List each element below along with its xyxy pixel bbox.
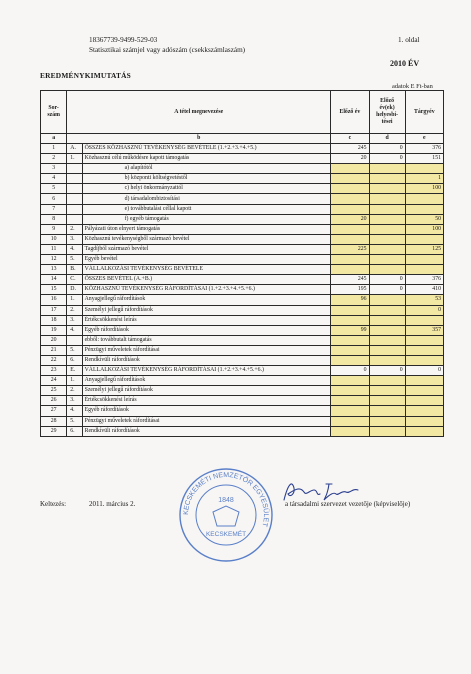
- row-prev-year: [331, 345, 369, 355]
- row-number: 16: [41, 295, 67, 305]
- row-corrections: [369, 376, 405, 386]
- row-corrections: [369, 194, 405, 204]
- row-prev-year: [331, 184, 369, 194]
- row-target-year: [405, 234, 443, 244]
- row-prev-year: 99: [331, 325, 369, 335]
- row-label: a) alapítótól: [82, 164, 331, 174]
- row-label: ebből: továbbutalt támogatás: [82, 335, 331, 345]
- table-row: [41, 366, 444, 376]
- letter-b: b: [67, 134, 331, 144]
- row-prev-year: [331, 174, 369, 184]
- row-target-year: [405, 396, 443, 406]
- row-target-year: [405, 164, 443, 174]
- row-code: 2.: [67, 386, 82, 396]
- row-label: Személyi jellegű ráfordítások: [82, 305, 331, 315]
- row-target-year: [405, 386, 443, 396]
- row-code: [67, 204, 82, 214]
- row-target-year: [405, 335, 443, 345]
- fiscal-year: 2010 ÉV: [390, 59, 420, 68]
- unit-note: adatok E Ft-ban: [392, 83, 433, 90]
- row-prev-year: 20: [331, 214, 369, 224]
- row-corrections: [369, 315, 405, 325]
- header-target-year: Tárgyév: [405, 91, 443, 134]
- table-row: [41, 386, 444, 396]
- row-target-year: [405, 345, 443, 355]
- row-label: VÁLLALKOZÁSI TEVÉKENYSÉG RÁFORDÍTÁSAI (1.+2.+3.+4.+5.+6.): [82, 366, 331, 376]
- table-row: [41, 204, 444, 214]
- table-row: [41, 426, 444, 436]
- row-prev-year: [331, 355, 369, 365]
- table-row: [41, 376, 444, 386]
- row-label: Egyéb ráfordítások: [82, 325, 331, 335]
- table-row: [41, 406, 444, 416]
- header-corrections: Előző év(ek) helyesbí- tései: [369, 91, 405, 134]
- letter-d: d: [369, 134, 405, 144]
- row-code: 3.: [67, 234, 82, 244]
- row-prev-year: 225: [331, 244, 369, 254]
- table-row: [41, 295, 444, 305]
- row-label: ÖSSZES KÖZHASZNÚ TEVÉKENYSÉG BEVÉTELE (1.+2.+3.+4.+5.): [82, 144, 331, 154]
- row-label: d) társadalombiztosítási: [82, 194, 331, 204]
- table-row: [41, 214, 444, 224]
- row-number: 6: [41, 194, 67, 204]
- row-corrections: [369, 164, 405, 174]
- row-label: Rendkívüli ráfordítások: [82, 355, 331, 365]
- stamp-text: KECSKEMÉTI NEMZETŐR EGYESÜLET: [182, 471, 270, 528]
- table-row: [41, 285, 444, 295]
- stamp-city: KECSKEMÉT: [205, 531, 247, 538]
- row-corrections: [369, 255, 405, 265]
- stamp-year: 1848: [218, 497, 234, 504]
- row-code: 2.: [67, 224, 82, 234]
- row-prev-year: [331, 234, 369, 244]
- row-number: 19: [41, 325, 67, 335]
- row-target-year: 125: [405, 244, 443, 254]
- row-number: 4: [41, 174, 67, 184]
- row-code: A.: [67, 144, 82, 154]
- row-label: e) továbbutalási céllal kapott: [82, 204, 331, 214]
- table-row: [41, 325, 444, 335]
- table-row: [41, 416, 444, 426]
- row-target-year: [405, 255, 443, 265]
- row-code: 1.: [67, 295, 82, 305]
- table-row: [41, 345, 444, 355]
- row-corrections: [369, 416, 405, 426]
- tax-number: 18367739-9499-529-03: [89, 36, 158, 44]
- row-code: B.: [67, 265, 82, 275]
- row-code: 1.: [67, 376, 82, 386]
- row-label: Pályázati úton elnyert támogatás: [82, 224, 331, 234]
- row-corrections: [369, 386, 405, 396]
- row-label: b) központi költségvetéstől: [82, 174, 331, 184]
- letter-c: c: [331, 134, 369, 144]
- row-corrections: [369, 204, 405, 214]
- row-target-year: 100: [405, 184, 443, 194]
- row-number: 5: [41, 184, 67, 194]
- row-label: f) egyéb támogatás: [82, 214, 331, 224]
- row-code: 2.: [67, 305, 82, 315]
- row-target-year: 376: [405, 275, 443, 285]
- row-number: 27: [41, 406, 67, 416]
- row-target-year: [405, 315, 443, 325]
- row-corrections: 0: [369, 275, 405, 285]
- row-prev-year: 245: [331, 144, 369, 154]
- row-prev-year: [331, 335, 369, 345]
- row-number: 18: [41, 315, 67, 325]
- row-label: Pénzügyi műveletek ráfordításai: [82, 416, 331, 426]
- row-code: 1.: [67, 154, 82, 164]
- row-target-year: 357: [405, 325, 443, 335]
- row-corrections: [369, 406, 405, 416]
- row-prev-year: [331, 194, 369, 204]
- row-code: 5.: [67, 416, 82, 426]
- table-row: [41, 305, 444, 315]
- row-prev-year: [331, 265, 369, 275]
- income-statement-table: [40, 90, 444, 437]
- row-number: 2: [41, 154, 67, 164]
- row-number: 13: [41, 265, 67, 275]
- row-code: 3.: [67, 396, 82, 406]
- row-target-year: 1: [405, 174, 443, 184]
- row-target-year: [405, 376, 443, 386]
- row-corrections: [369, 244, 405, 254]
- row-code: 3.: [67, 315, 82, 325]
- row-corrections: [369, 305, 405, 315]
- row-label: Értékcsökkenési leírás: [82, 315, 331, 325]
- table-row: [41, 275, 444, 285]
- table-row: [41, 396, 444, 406]
- row-number: 8: [41, 214, 67, 224]
- row-target-year: 376: [405, 144, 443, 154]
- row-label: Tagdíjból származó bevétel: [82, 244, 331, 254]
- signature-caption: a társadalmi szervezet vezetője (képviselője): [285, 500, 411, 508]
- row-label: Rendkívüli ráfordítások: [82, 426, 331, 436]
- row-code: [67, 174, 82, 184]
- row-number: 23: [41, 366, 67, 376]
- row-label: Egyéb bevétel: [82, 255, 331, 265]
- row-number: 11: [41, 244, 67, 254]
- row-code: 4.: [67, 406, 82, 416]
- row-corrections: [369, 335, 405, 345]
- table-body: [41, 144, 444, 437]
- row-corrections: 0: [369, 154, 405, 164]
- row-code: [67, 184, 82, 194]
- table-row: [41, 315, 444, 325]
- row-label: ÖSSZES BEVÉTEL (A.+B.): [82, 275, 331, 285]
- row-corrections: 0: [369, 366, 405, 376]
- row-corrections: [369, 325, 405, 335]
- table-row: [41, 154, 444, 164]
- row-label: Személyi jellegű ráfordítások: [82, 386, 331, 396]
- row-target-year: [405, 406, 443, 416]
- table-row: [41, 244, 444, 254]
- row-code: C.: [67, 275, 82, 285]
- row-code: D.: [67, 285, 82, 295]
- row-corrections: [369, 426, 405, 436]
- row-corrections: [369, 174, 405, 184]
- row-number: 26: [41, 396, 67, 406]
- table-row: [41, 174, 444, 184]
- row-number: 10: [41, 234, 67, 244]
- header-name: A tétel megnevezése: [67, 91, 331, 134]
- letter-e: e: [405, 134, 443, 144]
- row-corrections: [369, 295, 405, 305]
- row-target-year: 151: [405, 154, 443, 164]
- row-target-year: 100: [405, 224, 443, 234]
- document-title: EREDMÉNYKIMUTATÁS: [40, 71, 131, 80]
- row-corrections: [369, 265, 405, 275]
- row-label: Anyagjellegű ráfordítások: [82, 376, 331, 386]
- row-label: Pénzügyi műveletek ráfordításai: [82, 345, 331, 355]
- row-label: Értékcsökkenési leírás: [82, 396, 331, 406]
- row-number: 29: [41, 426, 67, 436]
- page-number: 1. oldal: [398, 36, 420, 44]
- organization-stamp: [177, 466, 275, 569]
- date-label: Keltezés:: [40, 500, 67, 508]
- row-corrections: [369, 355, 405, 365]
- row-prev-year: [331, 426, 369, 436]
- row-target-year: [405, 426, 443, 436]
- row-label: VÁLLALKOZÁSI TEVÉKENYSÉG BEVÉTELE: [82, 265, 331, 275]
- row-corrections: [369, 184, 405, 194]
- row-corrections: 0: [369, 285, 405, 295]
- table-row: [41, 265, 444, 275]
- row-prev-year: [331, 416, 369, 426]
- row-prev-year: 0: [331, 366, 369, 376]
- row-number: 14: [41, 275, 67, 285]
- row-number: 3: [41, 164, 67, 174]
- row-prev-year: [331, 386, 369, 396]
- row-number: 15: [41, 285, 67, 295]
- table-row: [41, 144, 444, 154]
- row-prev-year: [331, 396, 369, 406]
- row-corrections: [369, 234, 405, 244]
- row-corrections: [369, 396, 405, 406]
- row-target-year: 410: [405, 285, 443, 295]
- row-target-year: 53: [405, 295, 443, 305]
- row-code: [67, 164, 82, 174]
- row-number: 1: [41, 144, 67, 154]
- row-code: [67, 214, 82, 224]
- row-prev-year: [331, 315, 369, 325]
- row-prev-year: [331, 224, 369, 234]
- row-code: E.: [67, 366, 82, 376]
- row-prev-year: 245: [331, 275, 369, 285]
- row-target-year: [405, 355, 443, 365]
- row-number: 24: [41, 376, 67, 386]
- row-code: 4.: [67, 325, 82, 335]
- table-row: [41, 194, 444, 204]
- row-number: 17: [41, 305, 67, 315]
- row-label: Közhasznú tevékenységből származó bevétel: [82, 234, 331, 244]
- row-label: Egyéb ráfordítások: [82, 406, 331, 416]
- row-prev-year: [331, 164, 369, 174]
- table-row: [41, 234, 444, 244]
- tax-number-caption: Statisztikai számjel vagy adószám (csekkszámlaszám): [89, 46, 246, 54]
- row-label: KÖZHASZNÚ TEVÉKENYSÉG RÁFORDÍTÁSAI (1.+2.+3.+4.+5.+6.): [82, 285, 331, 295]
- row-prev-year: [331, 406, 369, 416]
- row-code: [67, 194, 82, 204]
- table-row: [41, 164, 444, 174]
- row-code: 6.: [67, 355, 82, 365]
- row-corrections: [369, 345, 405, 355]
- row-number: 9: [41, 224, 67, 234]
- row-prev-year: [331, 305, 369, 315]
- row-number: 7: [41, 204, 67, 214]
- header-sorszam: Sor- szám: [41, 91, 67, 134]
- row-prev-year: [331, 255, 369, 265]
- row-prev-year: 195: [331, 285, 369, 295]
- row-label: Közhasznú célú működésre kapott támogatás: [82, 154, 331, 164]
- row-number: 22: [41, 355, 67, 365]
- row-corrections: 0: [369, 144, 405, 154]
- row-code: 4.: [67, 244, 82, 254]
- row-target-year: [405, 416, 443, 426]
- letter-a: a: [41, 134, 67, 144]
- row-corrections: [369, 214, 405, 224]
- row-code: 5.: [67, 255, 82, 265]
- table-row: [41, 255, 444, 265]
- row-number: 25: [41, 386, 67, 396]
- row-label: Anyagjellegű ráfordítások: [82, 295, 331, 305]
- row-target-year: [405, 265, 443, 275]
- row-number: 12: [41, 255, 67, 265]
- row-corrections: [369, 224, 405, 234]
- table-row: [41, 224, 444, 234]
- table-row: [41, 355, 444, 365]
- header-prev-year: Előző év: [331, 91, 369, 134]
- row-prev-year: [331, 204, 369, 214]
- row-code: [67, 335, 82, 345]
- row-target-year: 0: [405, 305, 443, 315]
- date-value: 2011. március 2.: [89, 500, 136, 508]
- row-prev-year: 20: [331, 154, 369, 164]
- row-target-year: 50: [405, 214, 443, 224]
- row-target-year: [405, 194, 443, 204]
- row-code: 6.: [67, 426, 82, 436]
- row-prev-year: [331, 376, 369, 386]
- table-row: [41, 184, 444, 194]
- row-target-year: [405, 204, 443, 214]
- table-row: [41, 335, 444, 345]
- row-target-year: 0: [405, 366, 443, 376]
- row-code: 5.: [67, 345, 82, 355]
- row-prev-year: 96: [331, 295, 369, 305]
- row-number: 28: [41, 416, 67, 426]
- row-number: 21: [41, 345, 67, 355]
- row-label: c) helyi önkormányzattól: [82, 184, 331, 194]
- row-number: 20: [41, 335, 67, 345]
